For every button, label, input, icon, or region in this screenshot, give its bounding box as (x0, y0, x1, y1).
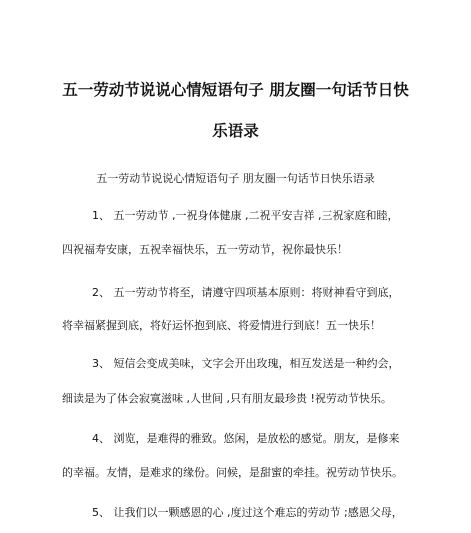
paragraph-5-line-1: 5、 让我们以一颗感恩的心 ,度过这个难忘的劳动节 ;感恩父母， (92, 506, 403, 519)
paragraph-1-line-2: 四祝福寿安康，五祝幸福快乐，五一劳动节，祝你最快乐！ (62, 243, 348, 256)
paragraph-4-line-1: 4、 浏览，是难得的雅致。悠闲，是放松的感觉。朋友，是修来 (92, 432, 400, 445)
paragraph-2-line-1: 2、 五一劳动节将至，请遵守四项基本原则：将财神看守到底， (92, 286, 400, 299)
paragraph-3-line-1: 3、 短信会变成美味，文字会开出玫瑰，相互发送是一种约会， (92, 357, 400, 370)
paragraph-2-line-2: 将幸福紧握到底，将好运怀抱到底、将爱情进行到底！五一快乐！ (62, 319, 381, 332)
document-title-line2: 乐语录 (212, 122, 259, 140)
paragraph-1-line-1: 1、 五一劳动节 ,一祝身体健康 ,二祝平安吉祥 ,三祝家庭和睦， (92, 209, 399, 222)
document-title-line1: 五一劳动节说说心情短语句子 朋友圈一句话节日快 (62, 81, 409, 99)
document-subtitle: 五一劳动节说说心情短语句子 朋友圈一句话节日快乐语录 (96, 172, 375, 185)
paragraph-3-line-2: 细读是为了体会寂寞滋味 ,人世间 ,只有朋友最珍贵 !祝劳动节快乐。 (62, 392, 392, 405)
paragraph-4-line-2: 的幸福。友情，是难求的缘份。问候，是甜蜜的牵挂。祝劳动节快乐。 (62, 466, 403, 479)
